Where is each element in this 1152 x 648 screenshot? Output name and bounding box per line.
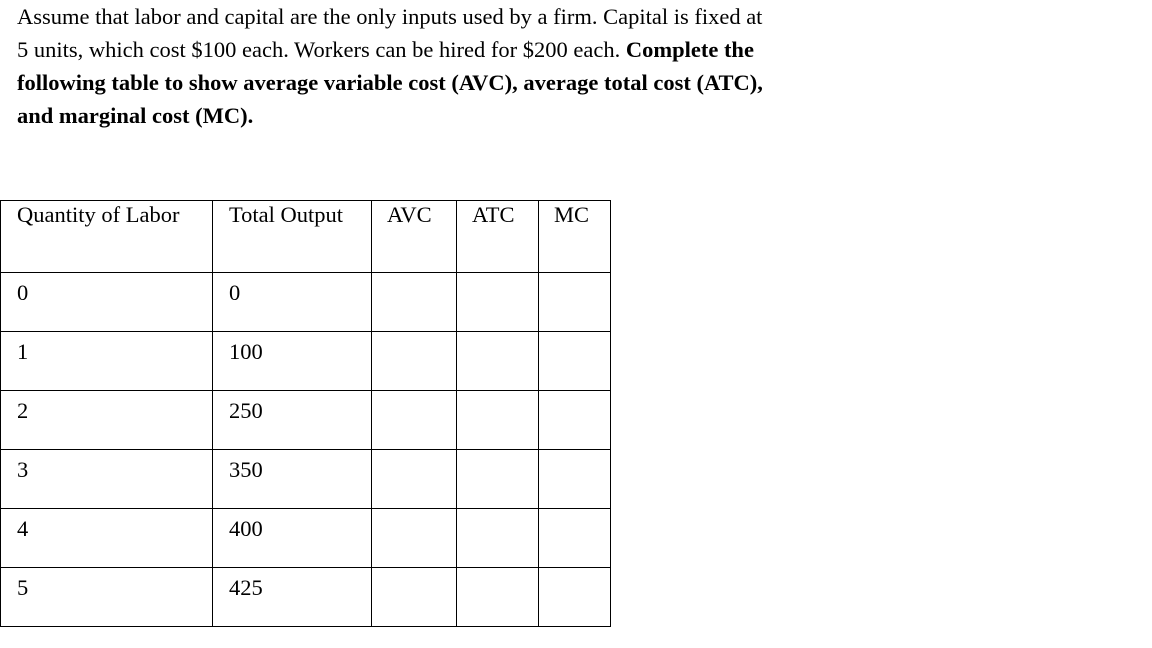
header-mc: MC [539,201,611,273]
table-row [1,509,611,568]
atc-cell[interactable] [457,568,539,627]
avc-cell[interactable] [372,332,457,391]
problem-line-2 [17,33,857,66]
atc-cell[interactable] [457,391,539,450]
mc-cell[interactable] [539,332,611,391]
labor-cell: 0 [1,273,213,332]
table-row [1,273,611,332]
labor-cell: 3 [1,450,213,509]
output-cell: 350 [213,450,372,509]
avc-cell[interactable] [372,509,457,568]
output-cell: 0 [213,273,372,332]
mc-cell[interactable] [539,391,611,450]
labor-cell: 1 [1,332,213,391]
header-quantity-of-labor: Quantity of Labor [1,201,213,273]
problem-instruction-start: Complete the [625,37,754,62]
table-row [1,568,611,627]
labor-cell: 4 [1,509,213,568]
atc-cell[interactable] [457,509,539,568]
header-total-output: Total Output [213,201,372,273]
problem-line-1: Assume that labor and capital are the only inputs used by a firm. Capital is fixed at [17,4,763,29]
output-cell: 250 [213,391,372,450]
atc-cell[interactable] [457,273,539,332]
output-cell: 425 [213,568,372,627]
output-cell: 400 [213,509,372,568]
problem-statement [17,0,857,132]
labor-cell: 2 [1,391,213,450]
mc-cell[interactable] [539,273,611,332]
mc-cell[interactable] [539,450,611,509]
atc-cell[interactable] [457,450,539,509]
table-header-row [1,201,611,273]
mc-cell[interactable] [539,509,611,568]
table-row [1,391,611,450]
atc-cell[interactable] [457,332,539,391]
avc-cell[interactable] [372,568,457,627]
problem-line-2-text: 5 units, which cost $100 each. Workers can be hired for $200 each. [17,37,626,62]
avc-cell[interactable] [372,273,457,332]
cost-table [0,200,611,627]
avc-cell[interactable] [372,450,457,509]
problem-instruction-line-3: following table to show average variable cost (AVC), average total cost (ATC), [17,70,763,95]
header-atc: ATC [457,201,539,273]
header-avc: AVC [372,201,457,273]
table-row [1,332,611,391]
problem-instruction-line-4: and marginal cost (MC). [17,103,254,128]
table-row [1,450,611,509]
mc-cell[interactable] [539,568,611,627]
avc-cell[interactable] [372,391,457,450]
labor-cell: 5 [1,568,213,627]
output-cell: 100 [213,332,372,391]
